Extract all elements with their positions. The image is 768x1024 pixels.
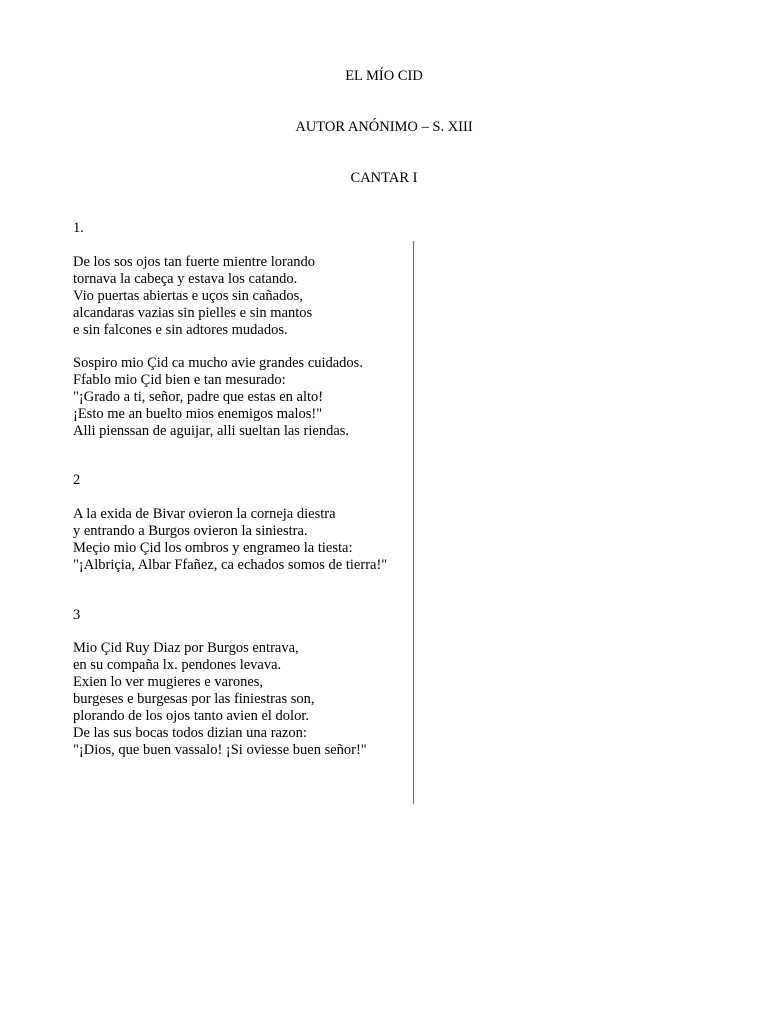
- verse-line: Sospiro mio Çid ca mucho avie grandes cuidados.: [73, 355, 363, 371]
- verse-line: plorando de los ojos tanto avien el dolor.: [73, 708, 309, 724]
- section-number-3: 3: [73, 607, 81, 623]
- verse-line: alcandaras vazias sin pielles e sin mantos: [73, 305, 313, 321]
- verse-line: Meçio mio Çid los ombros y engrameo la tiesta:: [73, 540, 353, 556]
- stanza-1-1: [73, 254, 315, 339]
- stanza-3-1: [73, 640, 367, 759]
- verse-line: tornava la cabeça y estava los catando.: [73, 271, 298, 287]
- verse-line: y entrando a Burgos ovieron la siniestra.: [73, 523, 308, 539]
- verse-line: "¡Albriçia, Albar Ffañez, ca echados somos de tierra!": [73, 557, 388, 573]
- verse-line: Alli pienssan de aguijar, alli sueltan las riendas.: [73, 423, 350, 439]
- document-title: EL MÍO CID: [345, 68, 423, 84]
- verse-line: Ffablo mio Çid bien e tan mesurado:: [73, 372, 286, 388]
- verse-line: "¡Dios, que buen vassalo! ¡Si oviesse buen señor!": [73, 742, 367, 758]
- verse-line: e sin falcones e sin adtores mudados.: [73, 322, 288, 338]
- document-part-title: CANTAR I: [350, 170, 418, 186]
- verse-line: A la exida de Bivar ovieron la corneja diestra: [73, 506, 336, 522]
- verse-line: De los sos ojos tan fuerte mientre lorando: [73, 254, 316, 270]
- stanza-1-2: [73, 355, 363, 440]
- verse-line: burgeses e burgesas por las finiestras son,: [73, 691, 315, 707]
- verse-line: De las sus bocas todos dizian una razon:: [73, 725, 307, 741]
- document-author: AUTOR ANÓNIMO – S. XIII: [295, 119, 473, 135]
- section-number-2: 2: [73, 472, 81, 488]
- verse-line: Exien lo ver mugieres e varones,: [73, 674, 264, 690]
- verse-line: Vio puertas abiertas e uços sin cañados,: [73, 288, 303, 304]
- verse-line: ¡Esto me an buelto mios enemigos malos!": [73, 406, 323, 422]
- verse-line: Mio Çid Ruy Diaz por Burgos entrava,: [73, 640, 299, 656]
- verse-line: en su compaña lx. pendones levava.: [73, 657, 282, 673]
- section-number-1: 1.: [73, 220, 84, 236]
- stanza-2-1: [73, 506, 387, 574]
- margin-rule: [413, 241, 414, 804]
- verse-line: "¡Grado a ti, señor, padre que estas en alto!: [73, 389, 324, 405]
